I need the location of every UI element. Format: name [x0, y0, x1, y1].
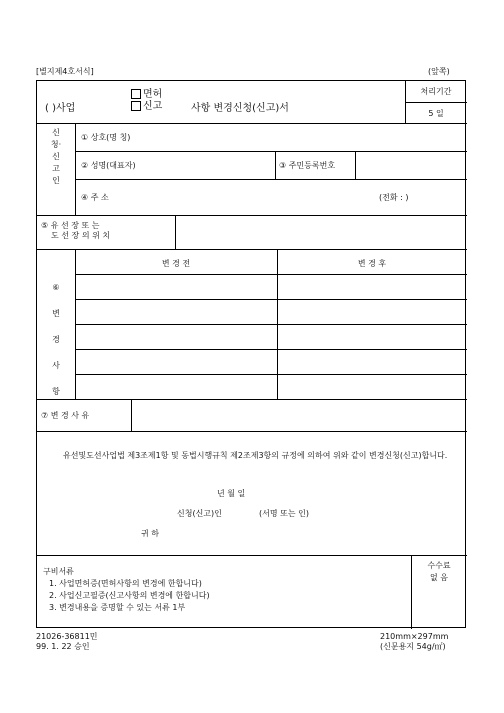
form-number: [별지제4호서식] — [36, 67, 94, 76]
required-doc-item: 2. 사업신고필증(신고사항의 변경에 한합니다) — [49, 591, 210, 600]
fee-label: 수수료 — [427, 561, 451, 570]
required-doc-item: 3. 변경내용을 증명할 수 있는 서류 1부 — [49, 603, 186, 612]
date-line: 년 월 일 — [217, 489, 246, 498]
report-option-label: 신고 — [143, 101, 163, 112]
form-title: 사항 변경신청(신고)서 — [191, 103, 289, 114]
license-option-label: 면허 — [143, 89, 163, 100]
page-side-label: (앞쪽) — [428, 67, 450, 76]
signer-label: 신청(신고)인 — [177, 509, 222, 518]
phone-label: (전화 : ) — [379, 193, 409, 202]
change-reason-label: ⑦ 변 경 사 유 — [41, 411, 90, 420]
addressee-line: 귀 하 — [141, 529, 159, 538]
declaration-text: 유선및도선사업법 제3조제1항 및 동법시행규칙 제2조제3항의 규정에 의하여 위와 같이 변경신청(신고)합니다. — [63, 451, 448, 460]
business-type-blank: ( )사업 — [45, 103, 76, 114]
processing-period-label: 처리기간 — [420, 87, 452, 96]
representative-label: ② 성명(대표자) — [81, 161, 136, 170]
form-code: 21026-36811민 — [36, 632, 98, 641]
location-label-line1: ⑤ 유 선 장 또 는 — [41, 221, 100, 230]
fee-value: 없 음 — [430, 573, 448, 582]
required-doc-item: 1. 사업면허증(면허사항의 변경에 한합니다) — [49, 579, 202, 588]
name-label: ① 상호(명 칭) — [81, 133, 131, 142]
license-checkbox[interactable] — [131, 89, 141, 99]
paper-type: (신문용지 54g/㎡) — [380, 642, 446, 651]
report-checkbox[interactable] — [131, 101, 141, 111]
before-change-header: 변 경 전 — [161, 259, 191, 268]
address-label: ④ 주 소 — [81, 193, 109, 202]
after-change-header: 변 경 후 — [357, 259, 387, 268]
application-form — [36, 80, 466, 628]
processing-period-value: 5 일 — [428, 109, 444, 118]
required-docs-title: 구비서류 — [43, 567, 74, 576]
location-label-line2: 도 선 장 의 위 치 — [51, 231, 111, 240]
approval-date: 99. 1. 22 승인 — [36, 642, 90, 651]
change-section-label: ⑥ 변 경 사 항 — [52, 283, 60, 396]
paper-size: 210mm×297mm — [380, 632, 449, 641]
resident-number-label: ③ 주민등록번호 — [279, 161, 336, 170]
applicant-section-label: 신청·신고인 — [50, 128, 62, 185]
title-options — [131, 89, 162, 113]
signature-note: (서명 또는 인) — [259, 509, 309, 518]
